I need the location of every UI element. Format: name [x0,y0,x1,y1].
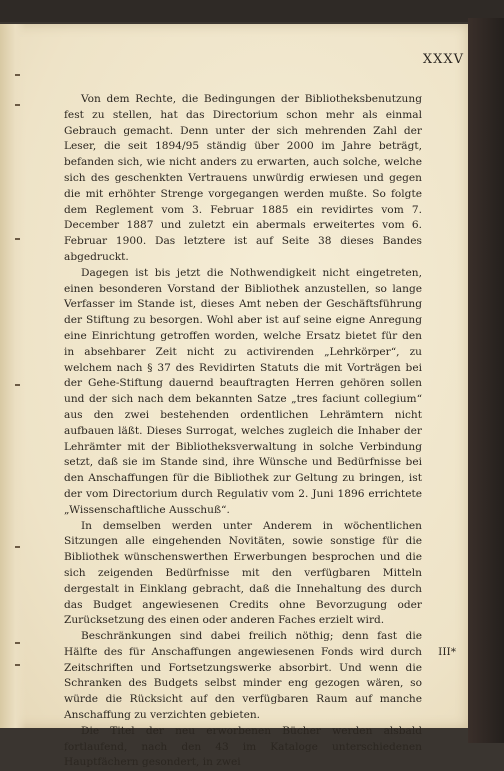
signature-mark: III* [438,646,456,658]
paragraph: In demselben werden unter Anderem in wöchentlichen Sitzungen alle eingehenden Novitäten, sowie sonstige für die Bibliothek wünschenswerthen Erwerbungen besprochen und die sich zeigenden Bedürfnisse mit den verfügbaren Mitteln dergestalt in Einklang gebracht, daß die Innehaltung des durch das Budget angewiesenen Credits ohne Bevorzugung oder Zurücksetzung des einen oder anderen Faches erzielt wird. [64,519,422,627]
body-text [64,92,422,771]
page-gutter [0,24,26,728]
binding-mark [15,642,20,644]
scan-background [0,0,504,22]
binding-mark [15,546,20,548]
binding-mark [15,74,20,76]
book-cover-edge [468,18,504,743]
page-number: XXXV [422,52,464,67]
binding-mark [15,104,20,106]
binding-mark [15,664,20,666]
paragraph: Die Titel der neu erworbenen Bücher werden alsbald fortlaufend, nach den 43 im Kataloge unterschiedenen Hauptfächern gesondert, in zwei [64,724,422,769]
paragraph: Dagegen ist bis jetzt die Nothwendigkeit nicht eingetreten, einen besonderen Vorstand der Bibliothek anzustellen, so lange Verfasser im Stande ist, dieses Amt neben der Geschäftsführung der Stiftung zu besorgen. Wohl aber ist auf seine eigne Anregung eine Einrichtung getroffen worden, welche Ersatz bietet für den in absehbarer Zeit nicht zu activirenden „Lehrkörper“, zu welchem nach § 37 des Revidirten Statuts die mit Vorträgen bei der Gehe-Stiftung dauernd beauftragten Herren gehören sollen und der sich nach dem bekannten Satze „tres faciunt collegium“ aus den zwei bestehenden ordentlichen Lehrämtern nicht aufbauen läßt. Dieses Surrogat, welches zugleich die Inhaber der Lehrämter mit der Bibliotheksverwaltung in solche Verbindung setzt, daß sie im Stande sind, ihre Wünsche und Bedürfnisse bei den Anschaffungen für die Bibliothek zur Geltung zu bringen, ist der vom Directorium durch Regulativ vom 2. Juni 1896 errichtete „Wissenschaftliche Ausschuß“. [64,266,422,516]
paragraph: Von dem Rechte, die Bedingungen der Bibliotheksbenutzung fest zu stellen, hat das Directorium schon mehr als einmal Gebrauch gemacht. Denn unter der sich mehrenden Zahl der Leser, die seit 1894/95 ständig über 2000 im Jahre beträgt, befanden sich, wie nicht anders zu erwarten, auch solche, welche sich des geschenkten Vertrauens unwürdig erwiesen und gegen die mit erhöhter Strenge vorgegangen werden mußte. So folgte dem Reglement vom 3. Februar 1885 ein revidirtes vom 7. December 1887 und zuletzt ein abermals erweitertes vom 6. Februar 1900. Das letztere ist auf Seite 38 dieses Bandes abgedruckt. [64,93,422,263]
binding-mark [15,384,20,386]
binding-mark [15,238,20,240]
paragraph: Beschränkungen sind dabei freilich nöthig; denn fast die Hälfte des für Anschaffungen angewiesenen Fonds wird durch Zeitschriften und Fortsetzungswerke absorbirt. Und wenn die Schranken des Budgets selbst minder eng gezogen wären, so würde die Rücksicht auf den verfügbaren Raum auf manche Anschaffung zu verzichten gebieten. [64,630,422,722]
